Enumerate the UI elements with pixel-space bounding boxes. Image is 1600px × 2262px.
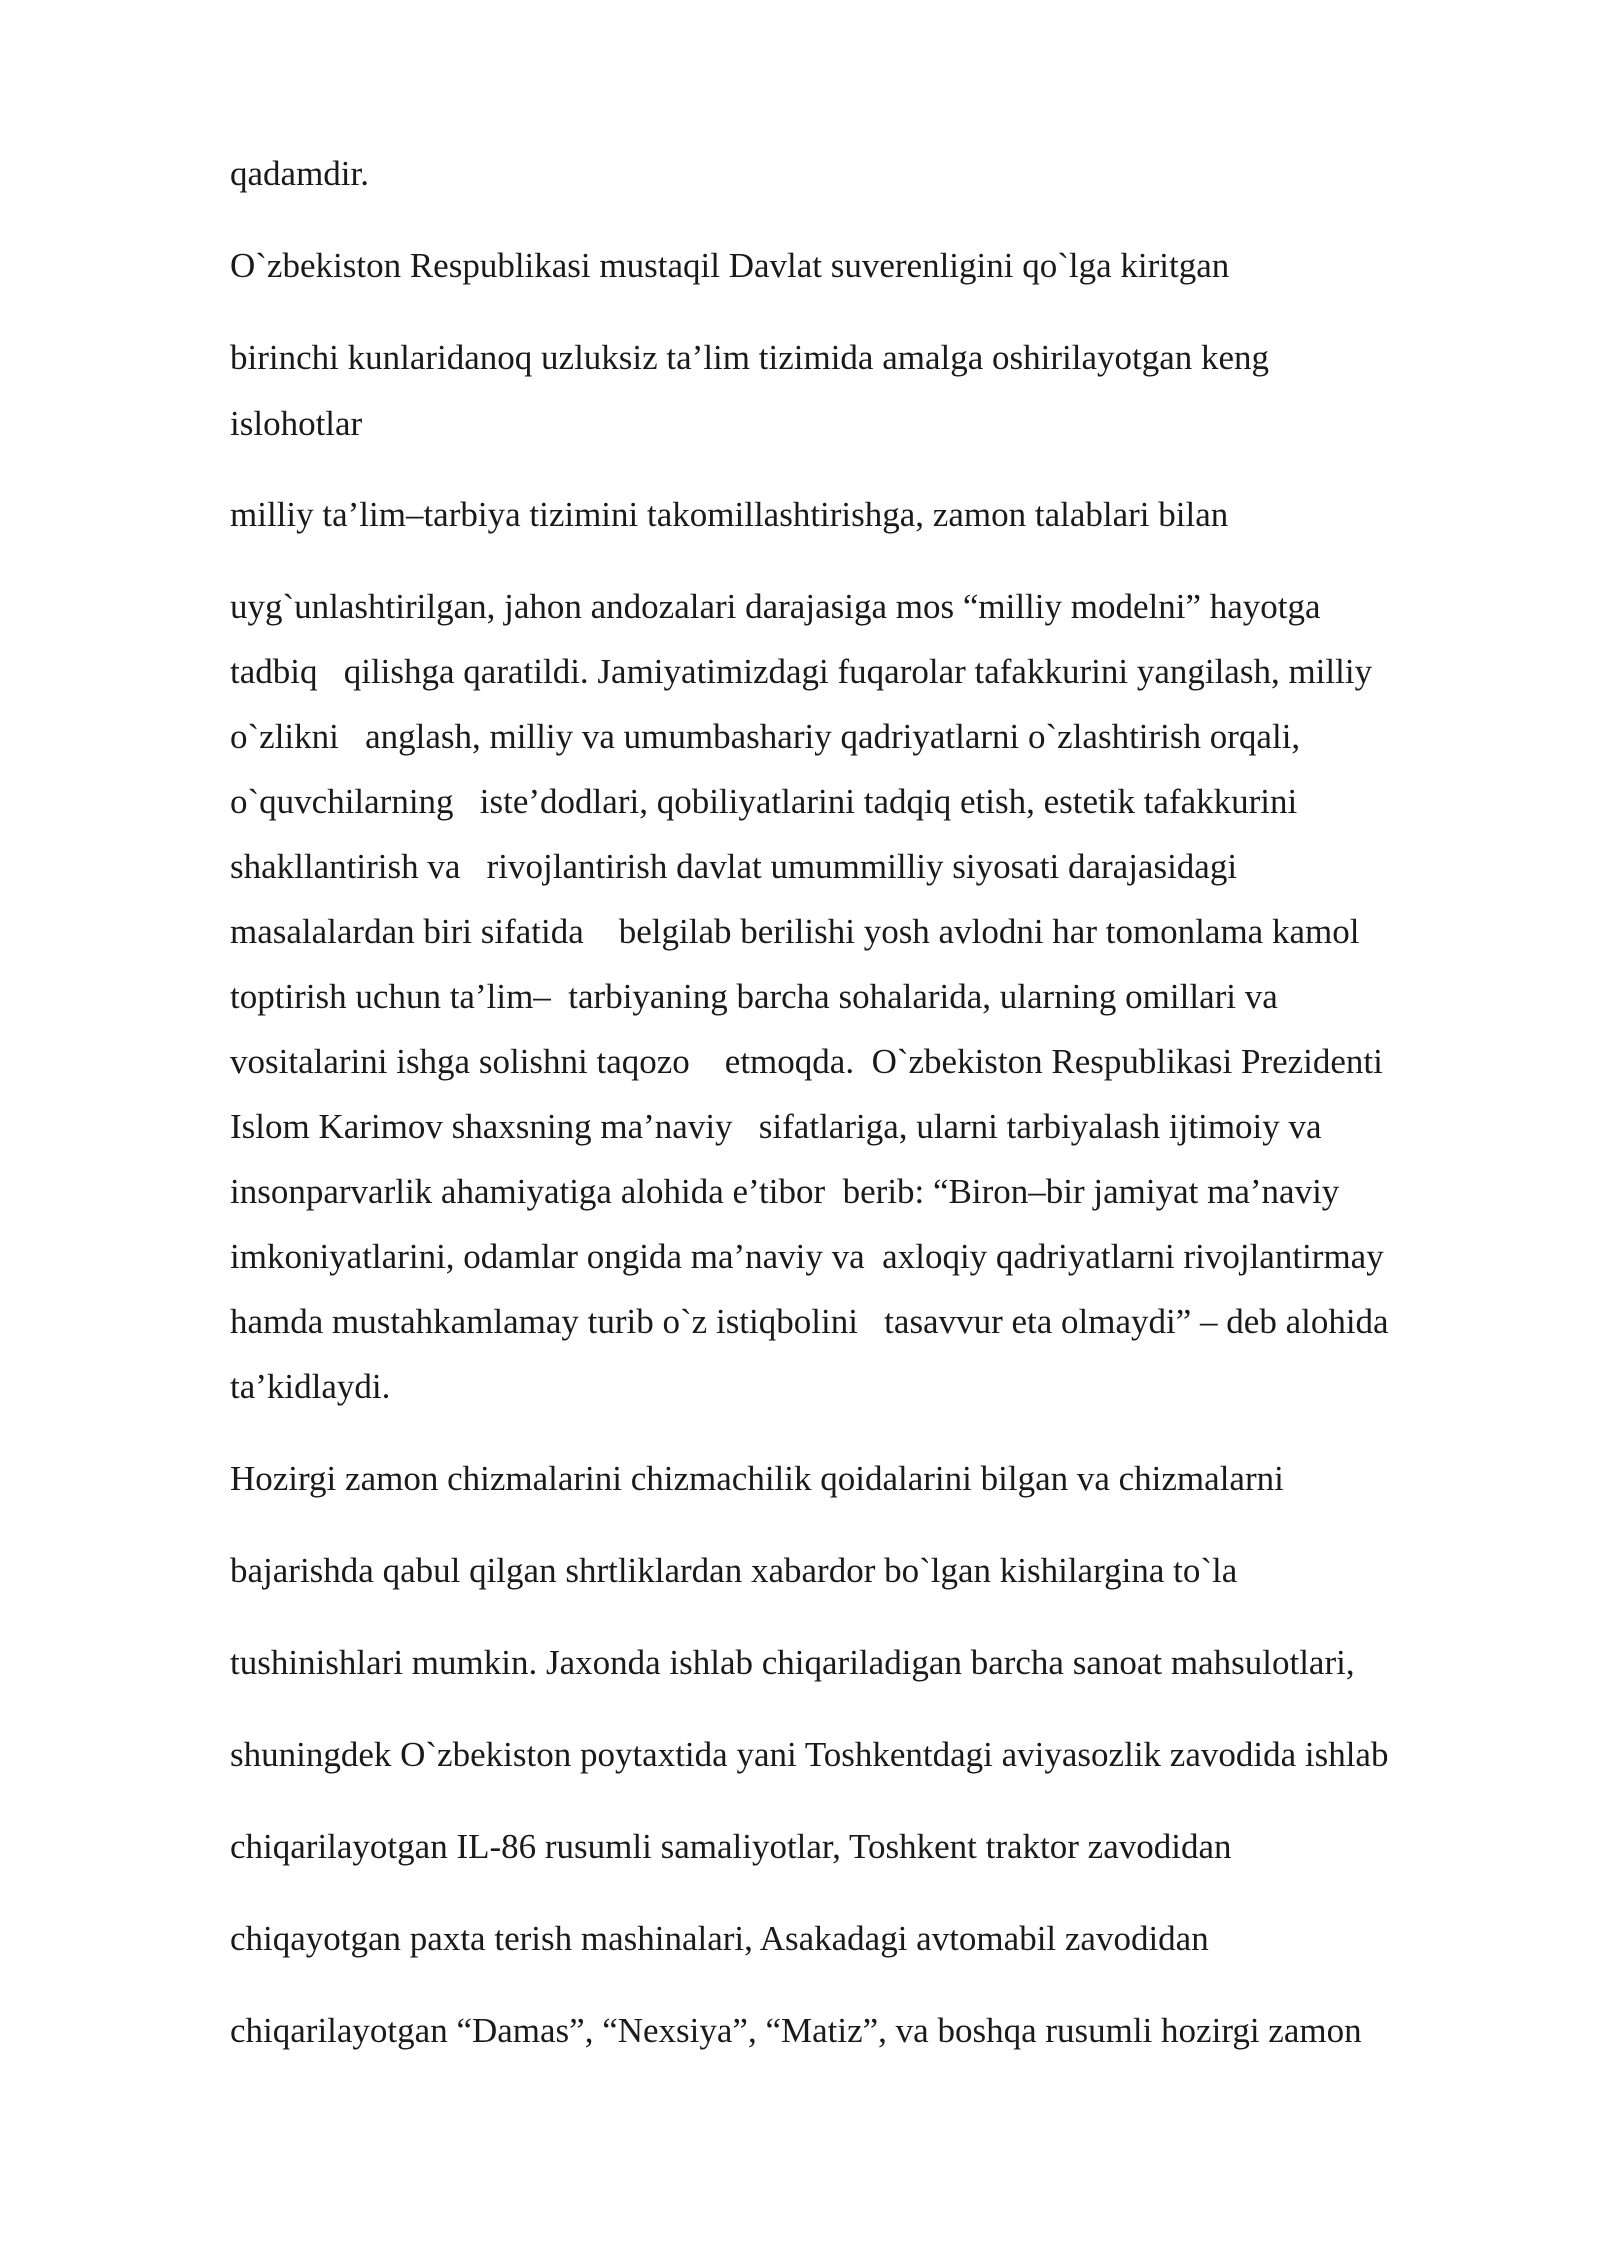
text-line: Hozirgi zamon chizmalarini chizmachilik qoidalarini bilgan va chizmalarni	[230, 1459, 1284, 1498]
text-line: imkoniyatlarini, odamlar ongida ma’naviy va axloqiy qadriyatlarni rivojlantirmay	[230, 1237, 1384, 1276]
text-line: masalalardan biri sifatida belgilab berilishi yosh avlodni har tomonlama kamol	[230, 912, 1360, 951]
text-line: milliy ta’lim–tarbiya tizimini takomillashtirishga, zamon talablari bilan	[230, 495, 1229, 534]
text-line: vositalarini ishga solishni taqozo etmoqda. O`zbekiston Respublikasi Prezidenti	[230, 1042, 1383, 1081]
text-line: hamda mustahkamlamay turib o`z istiqbolini tasavvur eta olmaydi” – deb alohida	[230, 1302, 1389, 1341]
text-line: insonparvarlik ahamiyatiga alohida e’tibor berib: “Biron–bir jamiyat ma’naviy	[230, 1172, 1340, 1211]
text-line: o`quvchilarning iste’dodlari, qobiliyatlarini tadqiq etish, estetik tafakkurini	[230, 782, 1298, 821]
text-line: tushinishlari mumkin. Jaxonda ishlab chiqariladigan barcha sanoat mahsulotlari,	[230, 1643, 1355, 1682]
text-line: qadamdir.	[230, 154, 369, 193]
text-line: bajarishda qabul qilgan shrtliklardan xabardor bo`lgan kishilargina to`la	[230, 1551, 1238, 1590]
text-line: toptirish uchun ta’lim– tarbiyaning barcha sohalarida, ularning omillari va	[230, 977, 1278, 1016]
text-line: birinchi kunlaridanoq uzluksiz ta’lim tizimida amalga oshirilayotgan keng	[230, 338, 1270, 377]
text-line: ta’kidlaydi.	[230, 1367, 391, 1406]
text-line: chiqarilayotgan IL-86 rusumli samaliyotlar, Toshkent traktor zavodidan	[230, 1827, 1232, 1866]
text-line: islohotlar	[230, 404, 363, 443]
text-line: shuningdek O`zbekiston poytaxtida yani Toshkentdagi aviyasozlik zavodida ishlab	[230, 1735, 1389, 1774]
text-line: chiqarilayotgan “Damas”, “Nexsiya”, “Matiz”, va boshqa rusumli hozirgi zamon	[230, 2011, 1362, 2050]
text-line: O`zbekiston Respublikasi mustaqil Davlat suverenligini qo`lga kiritgan	[230, 246, 1230, 285]
text-line: shakllantirish va rivojlantirish davlat umummilliy siyosati darajasidagi	[230, 847, 1238, 886]
text-line: tadbiq qilishga qaratildi. Jamiyatimizdagi fuqarolar tafakkurini yangilash, milliy	[230, 652, 1373, 691]
text-line: Islom Karimov shaxsning ma’naviy sifatlariga, ularni tarbiyalash ijtimoiy va	[230, 1107, 1322, 1146]
text-line: o`zlikni anglash, milliy va umumbashariy qadriyatlarni o`zlashtirish orqali,	[230, 717, 1301, 756]
text-line: uyg`unlashtirilgan, jahon andozalari darajasiga mos “milliy modelni” hayotga	[230, 587, 1321, 626]
text-line: chiqayotgan paxta terish mashinalari, Asakadagi avtomabil zavodidan	[230, 1919, 1209, 1958]
